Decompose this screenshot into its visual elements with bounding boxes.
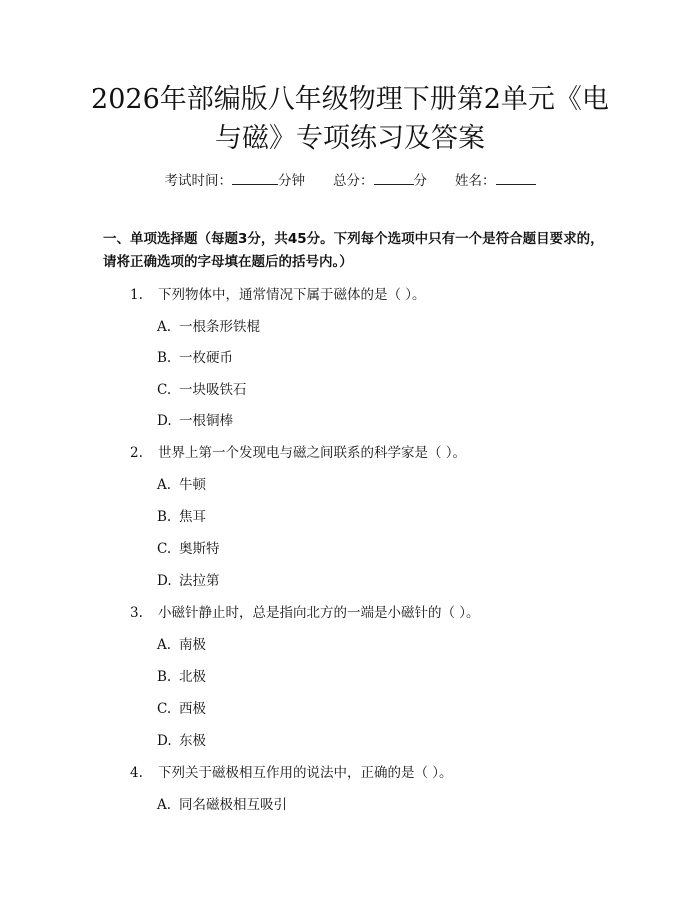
option-text: 奥斯特 (179, 541, 220, 557)
question-stem (130, 441, 466, 461)
option-text: 一块吸铁石 (179, 382, 247, 398)
option-text: 西极 (179, 701, 206, 717)
question-text: 下列关于磁极相互作用的说法中，正确的是（ ）。 (158, 765, 453, 781)
total-score-blank (374, 170, 414, 185)
total-score-label: 总分： (333, 173, 374, 189)
option-item (157, 315, 260, 335)
student-name-label: 姓名： (455, 173, 496, 189)
option-text: 牛顿 (179, 477, 206, 493)
question-number: 2. (130, 445, 143, 461)
student-name-blank (496, 170, 536, 185)
option-letter: C. (157, 382, 172, 398)
section-heading: 一、单项选择题（每题3分，共45分。下列每个选项中只有一个是符合题目要求的，请将正确选项的字母填在题后的括号内。） (103, 231, 604, 270)
option-text: 北极 (179, 669, 206, 685)
question-text: 世界上第一个发现电与磁之间联系的科学家是（ ）。 (158, 445, 467, 461)
total-score-field (333, 169, 427, 189)
option-item (157, 409, 233, 429)
option-text: 一根条形铁棍 (179, 319, 260, 335)
option-letter: A. (157, 477, 172, 493)
option-letter: A. (157, 319, 172, 335)
exam-meta-line (0, 169, 700, 189)
student-name-field (455, 169, 536, 189)
exam-time-blank (232, 170, 278, 185)
option-text: 东极 (179, 733, 206, 749)
option-item (157, 697, 206, 717)
option-letter: A. (157, 797, 172, 813)
option-item (157, 665, 206, 685)
total-score-unit: 分 (413, 173, 427, 189)
option-text: 一枚硬币 (179, 350, 233, 366)
exam-time-unit: 分钟 (278, 173, 305, 189)
question-text: 小磁针静止时，总是指向北方的一端是小磁针的（ ）。 (158, 605, 480, 621)
option-text: 南极 (179, 637, 206, 653)
exam-time-field (165, 169, 306, 189)
option-letter: D. (157, 413, 172, 429)
option-letter: C. (157, 541, 172, 557)
option-letter: D. (157, 733, 172, 749)
option-text: 法拉第 (179, 573, 220, 589)
question-stem (130, 601, 480, 621)
option-item (157, 473, 206, 493)
question-text: 下列物体中，通常情况下属于磁体的是（ ）。 (158, 287, 426, 303)
question-stem (130, 283, 426, 303)
option-item (157, 378, 247, 398)
option-item (157, 537, 220, 557)
question-stem (130, 761, 453, 781)
option-text: 一根铜棒 (179, 413, 233, 429)
option-text: 同名磁极相互吸引 (179, 797, 287, 813)
option-letter: B. (157, 509, 172, 525)
option-text: 焦耳 (179, 509, 206, 525)
option-item (157, 633, 206, 653)
option-item (157, 346, 233, 366)
option-letter: D. (157, 573, 172, 589)
question-number: 1. (130, 287, 143, 303)
option-item (157, 505, 206, 525)
document-title: 2026年部编版八年级物理下册第2单元《电与磁》专项练习及答案 (91, 84, 609, 154)
exam-time-label: 考试时间： (164, 173, 232, 189)
option-letter: B. (157, 669, 172, 685)
option-letter: C. (157, 701, 172, 717)
option-item (157, 729, 206, 749)
option-letter: B. (157, 350, 172, 366)
option-letter: A. (157, 637, 172, 653)
question-number: 3. (130, 605, 143, 621)
option-item (157, 793, 287, 813)
option-item (157, 569, 220, 589)
question-number: 4. (130, 765, 143, 781)
